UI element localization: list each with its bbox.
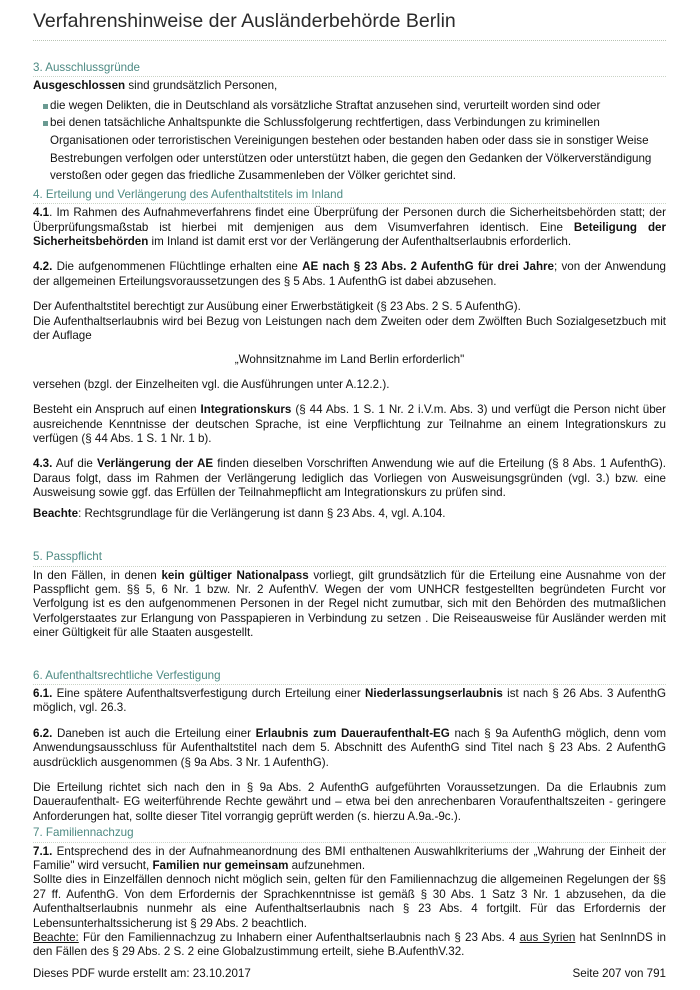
section-heading-4: 4. Erteilung und Verlängerung des Aufenthaltstitels im Inland	[33, 188, 666, 204]
section-heading-7: 7. Familiennachzug	[33, 826, 666, 842]
square-bullet-icon	[43, 121, 48, 126]
list-item: bei denen tatsächliche Anhaltspunkte die Schlussfolgerung rechtfertigen, dass Verbindungen zu kriminellen Organisationen oder terroristischen Vereinigungen bestehen oder bestanden haben oder dass sie in sonstiger Weise Bestrebungen verfolgen oder unterstützen oder unterstützt haben, die gegen den Gedanken der Völkerverständigung verstoßen oder gegen das friedliche Zusammenleben der Völker gerichtet sind.	[33, 114, 666, 184]
paragraph-5: In den Fällen, in denen kein gültiger Nationalpass vorliegt, gilt grundsätzlich für die Erteilung eine Ausnahme von der Passpflicht gem. §§ 5, 6 Nr. 1 bzw. Nr. 2 AufenthV. Wegen der vom UNHCR festgestellten begründeten Furcht vor Verfolgung ist es den aufgenommenen Personen in der Regel nicht zumutbar, sich mit den Behörden des mutmaßlichen Verfolgerstaates zur Erlangung von Passpapieren in Verbindung zu setzen . Die Reiseausweise für Ausländer werden mit einer Gültigkeit für alle Staaten ausgestellt.	[33, 568, 667, 640]
paragraph-erwerb: Der Aufenthaltstitel berechtigt zur Ausübung einer Erwerbstätigkeit (§ 23 Abs. 2 S. 5 AufenthG).	[33, 300, 521, 314]
paragraph-einzelfaelle: Sollte dies in Einzelfällen dennoch nicht möglich sein, gelten für den Familiennachzug die allgemeinen Regelungen der §§ 27 ff. AufenthG. Von dem Erfordernis der Sprachkenntnisse ist gemäß § 30 Abs. 1 Satz 3 Nr. 1 abzusehen, da die Aufenthaltserlaubnis nunmehr als eine Aufenthaltserlaubnis nach § 23 Abs. 4 fortgilt. Für das Erfordernis der Lebensunterhaltssicherung ist § 29 Abs. 2 beachtlich.	[33, 873, 666, 930]
s3-intro: Ausgeschlossen sind grundsätzlich Personen,	[33, 79, 278, 93]
paragraph-beachte-4: Beachte: Rechtsgrundlage für die Verlängerung ist dann § 23 Abs. 4, vgl. A.104.	[33, 506, 446, 520]
page-title: Verfahrenshinweise der Ausländerbehörde Berlin	[33, 10, 666, 41]
paragraph-4-1: 4.1. Im Rahmen des Aufnahmeverfahrens findet eine Überprüfung der Personen durch die Sicherheitsbehörden statt; der Überprüfungsmaßstab ist hierbei mit demjenigen aus dem Visumverfahren identisch. Eine Beteiligung der Sicherheitsbehörden im Inland ist damit erst vor der Verlängerung der Aufenthaltserlaubnis erforderlich.	[33, 206, 666, 248]
section-heading-6: 6. Aufenthaltsrechtliche Verfestigung	[33, 669, 666, 685]
paragraph-integrationskurs: Besteht ein Anspruch auf einen Integrationskurs (§ 44 Abs. 1 S. 1 Nr. 2 i.V.m. Abs. 3) und verfügt die Person nicht über ausreichende Kenntnisse der deutschen Sprache, ist eine Verpflichtung zur Teilnahme an einem Integrationskurs zu verfügen (§ 44 Abs. 1 S. 1 Nr. 1 b).	[33, 403, 666, 446]
paragraph-6-2: 6.2. Daneben ist auch die Erteilung einer Erlaubnis zum Daueraufenthalt-EG nach § 9a AufenthG möglich, denn vom Anwendungsausschluss für Aufenthaltstitel nach dem 5. Abschnitt des AufenthG sind Titel nach § 23 Abs. 2 AufenthG ausdrücklich ausgenommen (§ 9a Abs. 3 Nr. 1 AufenthG).	[33, 726, 666, 769]
paragraph-versehen: versehen (bzgl. der Einzelheiten vgl. die Ausführungen unter A.12.2.).	[33, 377, 390, 391]
document-body	[33, 61, 666, 960]
page-footer	[33, 967, 666, 980]
list-item: die wegen Delikten, die in Deutschland als vorsätzliche Straftat anzusehen sind, verurteilt worden sind oder	[33, 97, 666, 115]
square-bullet-icon	[43, 104, 48, 109]
paragraph-7-1: 7.1. Entsprechend des in der Aufnahmeanordnung des BMI enthaltenen Auswahlkriteriums der „Wahrung der Einheit der Familie" wird versucht, Familien nur gemeinsam aufzunehmen.	[33, 844, 666, 872]
page-number: Seite 207 von 791	[572, 967, 666, 980]
paragraph-6-1: 6.1. Eine spätere Aufenthaltsverfestigung durch Erteilung einer Niederlassungserlaubnis ist nach § 26 Abs. 3 AufenthG möglich, vgl. 26.3.	[33, 686, 666, 715]
s3-bullet-list	[33, 97, 666, 185]
paragraph-4-2: 4.2. Die aufgenommenen Flüchtlinge erhalten eine AE nach § 23 Abs. 2 AufenthG für drei Jahre; von der Anwendung der allgemeinen Erteilungsvoraussetzungen des § 5 Abs. 1 AufenthG ist dabei abzusehen.	[33, 260, 667, 288]
paragraph-4-3: 4.3. Auf die Verlängerung der AE finden dieselben Vorschriften Anwendung wie auf die Erteilung (§ 8 Abs. 1 AufenthG). Daraus folgt, dass im Rahmen der Verlängerung lediglich das Vorliegen von Ausweisungsgründen (vgl. 3.) bzw. eine Ausweisung sowie ggf. das Erfüllen der Teilnahmepflicht am Integrationskurs zu prüfen sind.	[33, 457, 666, 500]
paragraph-bezug: Die Aufenthaltserlaubnis wird bei Bezug von Leistungen nach dem Zweiten oder dem Zwölften Buch Sozialgesetzbuch mit der Auflage	[33, 314, 666, 343]
section-heading-5: 5. Passpflicht	[33, 550, 666, 566]
paragraph-beachte-7: Beachte: Für den Familiennachzug zu Inhabern einer Aufenthaltserlaubnis nach § 23 Abs. 4 aus Syrien hat SenInnDS in den Fällen des § 29 Abs. 2 S. 2 eine Globalzustimmung erteilt, siehe B.AufenthV.32.	[33, 931, 666, 959]
auflage-text: „Wohnsitznahme im Land Berlin erforderlich"	[234, 353, 465, 367]
paragraph-erteilung: Die Erteilung richtet sich nach den in § 9a Abs. 2 AufenthG aufgeführten Voraussetzungen. Da die Erlaubnis zum Daueraufenthalt- EG weiterführende Rechte gewährt und – etwa bei den anrechenbaren Voraufenthaltszeiten - geringere Anforderungen hat, sollte dieser Titel vorrangig geprüft werden (s. hierzu A.9a.-9c.).	[33, 780, 666, 823]
section-heading-3: 3. Ausschlussgründe	[33, 61, 666, 77]
creation-date: Dieses PDF wurde erstellt am: 23.10.2017	[33, 967, 251, 980]
